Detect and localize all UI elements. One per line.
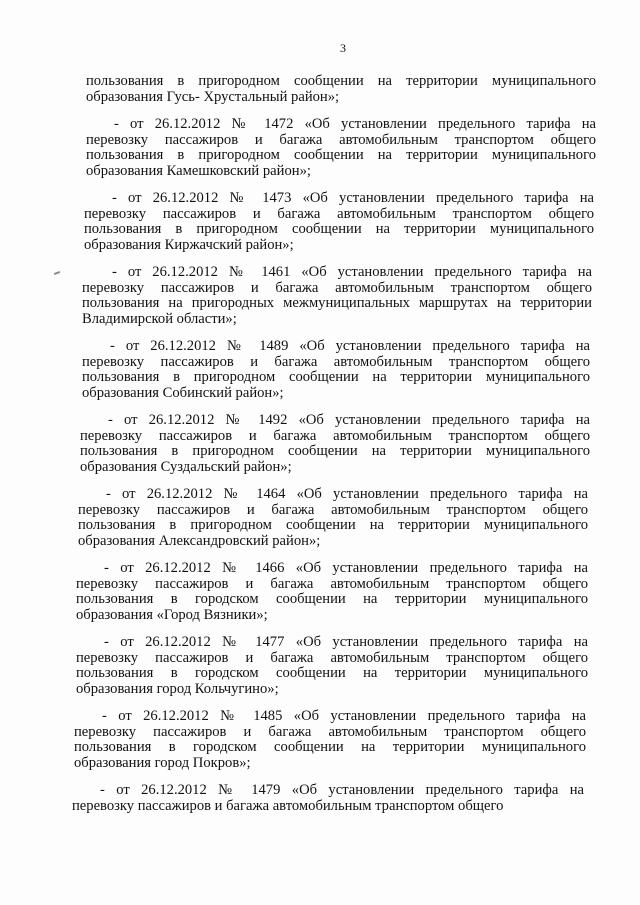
text-line: - от 26.12.2012 № 1489 «Об установлении предельного тарифа на bbox=[110, 338, 590, 354]
paragraph bbox=[0, 635, 640, 697]
paragraph bbox=[0, 783, 640, 814]
paragraph bbox=[0, 265, 640, 327]
text-line: пользования в городском сообщении на территории муниципального bbox=[76, 591, 588, 607]
text-line: перевозку пассажиров и багажа автомобильным транспортом общего bbox=[82, 279, 592, 296]
text-line: образования Гусь- Хрустальный район»; bbox=[86, 88, 340, 105]
text-line: перевозку пассажиров и багажа автомобильным транспортом общего bbox=[78, 501, 588, 518]
text-line: пользования в пригородном сообщении на территории муниципального bbox=[80, 443, 590, 459]
text-line: - от 26.12.2012 № 1492 «Об установлении предельного тарифа на bbox=[108, 412, 590, 428]
text-line: образования Суздальский район»; bbox=[80, 458, 292, 475]
text-line: - от 26.12.2012 № 1464 «Об установлении предельного тарифа на bbox=[106, 486, 588, 502]
paragraph bbox=[0, 339, 640, 401]
paragraph bbox=[0, 191, 640, 253]
text-line: пользования в пригородном сообщении на территории муниципального bbox=[84, 221, 594, 237]
text-line: перевозку пассажиров и багажа автомобильным транспортом общего bbox=[72, 797, 504, 814]
text-line: - от 26.12.2012 № 1466 «Об установлении предельного тарифа на bbox=[104, 560, 588, 576]
text-line: - от 26.12.2012 № 1461 «Об установлении предельного тарифа на bbox=[112, 264, 592, 280]
page-number: 3 bbox=[340, 41, 346, 55]
paragraph bbox=[0, 117, 640, 179]
text-line: пользования на пригородных межмуниципальных маршрутах на территории bbox=[82, 295, 592, 311]
text-line: пользования в пригородном сообщении на территории муниципального bbox=[86, 73, 596, 89]
text-line: пользования в городском сообщении на территории муниципального bbox=[76, 665, 588, 681]
text-line: образования город Покров»; bbox=[74, 754, 251, 771]
text-line: перевозку пассажиров и багажа автомобильным транспортом общего bbox=[86, 131, 596, 148]
text-line: Владимирской области»; bbox=[82, 310, 237, 327]
text-line: образования город Кольчугино»; bbox=[76, 680, 279, 697]
text-line: перевозку пассажиров и багажа автомобильным транспортом общего bbox=[80, 427, 590, 444]
text-line: пользования в пригородном сообщении на территории муниципального bbox=[82, 369, 590, 385]
text-line: образования Собинский район»; bbox=[82, 384, 284, 401]
text-line: образования «Город Вязники»; bbox=[76, 606, 268, 623]
text-line: перевозку пассажиров и багажа автомобильным транспортом общего bbox=[74, 723, 586, 740]
text-line: - от 26.12.2012 № 1485 «Об установлении предельного тарифа на bbox=[102, 708, 586, 724]
text-line: образования Александровский район»; bbox=[78, 532, 321, 549]
text-line: перевозку пассажиров и багажа автомобильным транспортом общего bbox=[82, 353, 590, 370]
document-body bbox=[0, 74, 640, 826]
text-line: пользования в пригородном сообщении на территории муниципального bbox=[86, 147, 596, 163]
text-line: образования Киржачский район»; bbox=[84, 236, 294, 253]
paragraph bbox=[0, 561, 640, 623]
text-line: перевозку пассажиров и багажа автомобильным транспортом общего bbox=[76, 649, 588, 666]
text-line: пользования в городском сообщении на территории муниципального bbox=[74, 739, 586, 755]
paragraph bbox=[0, 74, 640, 105]
text-line: - от 26.12.2012 № 1472 «Об установлении предельного тарифа на bbox=[114, 116, 596, 132]
text-line: образования Камешковский район»; bbox=[86, 162, 311, 179]
text-line: перевозку пассажиров и багажа автомобильным транспортом общего bbox=[84, 205, 594, 222]
paragraph bbox=[0, 413, 640, 475]
text-line: - от 26.12.2012 № 1477 «Об установлении предельного тарифа на bbox=[104, 634, 588, 650]
text-line: - от 26.12.2012 № 1473 «Об установлении предельного тарифа на bbox=[112, 190, 594, 206]
text-line: - от 26.12.2012 № 1479 «Об установлении предельного тарифа на bbox=[100, 782, 584, 798]
text-line: пользования в пригородном сообщении на территории муниципального bbox=[78, 517, 588, 533]
paragraph bbox=[0, 487, 640, 549]
text-line: перевозку пассажиров и багажа автомобильным транспортом общего bbox=[76, 575, 588, 592]
paragraph bbox=[0, 709, 640, 771]
